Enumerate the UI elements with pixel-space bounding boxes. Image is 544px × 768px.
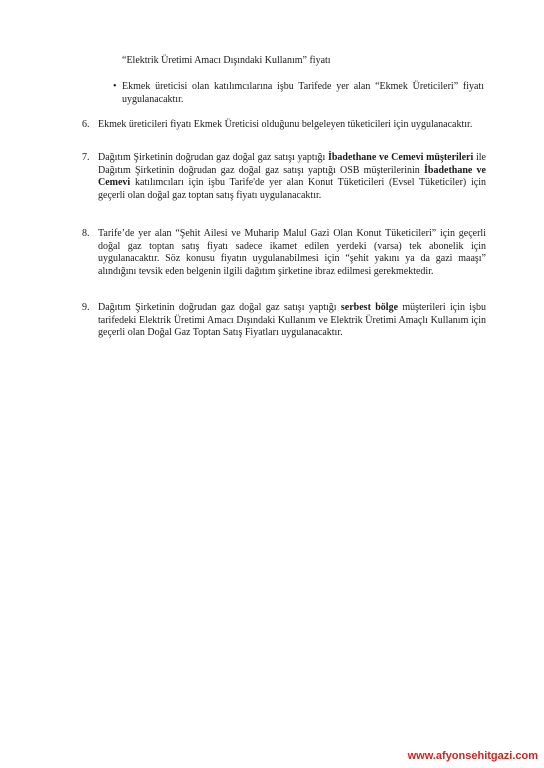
item-text: Dağıtım Şirketinin doğrudan gaz doğal gaz satışı yaptığı İbadethane ve Cemevi müşterileri ile Dağıtım Şirketinin doğrudan gaz doğal gaz satışı yaptığı OSB müşterilerinin İbadethane ve Cemevi katılımcıları için işbu Tarife'de yer alan Konut Tüketicileri (Evsel Tüketiciler) için geçerli olan doğal gaz toptan satış fiyatı uygulanacaktır. <box>98 152 486 201</box>
bullet-mark: • <box>113 81 117 92</box>
bold-term: İbadethane ve Cemevi <box>98 164 486 189</box>
item-text: Dağıtım Şirketinin doğrudan gaz doğal gaz satışı yaptığı serbest bölge müşterileri için işbu tarifedeki Elektrik Üretimi Amacı Dışındaki Kullanım ve Elektrik Üretimi Amaçlı Kullanım için geçerli olan Doğal Gaz Toptan Satış Fiyatları uygulanacaktır. <box>98 302 486 339</box>
item-number: 6. <box>82 119 90 130</box>
item-text: Ekmek üreticileri fiyatı Ekmek Üreticisi olduğunu belgeleyen tüketicileri için uygulanacaktır. <box>98 119 473 130</box>
item-number: 7. <box>82 152 90 163</box>
website-watermark: www.afyonsehitgazi.com <box>407 750 538 762</box>
bullet-text: Ekmek üreticisi olan katılımcılarına işbu Tarifede yer alan “Ekmek Üreticileri” fiyatı uygulanacaktır. <box>122 81 484 105</box>
item-text: Tarife’de yer alan “Şehit Ailesi ve Muharip Malul Gazi Olan Konut Tüketicileri” için geçerli doğal gaz toptan satış fiyatı sadece ikamet edilen yerdeki (varsa) tek abonelik için uygulanacaktır. Söz konusu fiyatın uygulanabilmesi için “şehit yakını ya da gazi maaşı” alındığını tevsik eden belgenin ilgili dağıtım şirketine ibraz edilmesi gerekmektedir. <box>98 228 486 277</box>
bold-term: serbest bölge <box>340 302 399 313</box>
item-number: 8. <box>82 228 90 239</box>
item-number: 9. <box>82 302 90 313</box>
continued-list-line: “Elektrik Üretimi Amacı Dışındaki Kullanım” fiyatı <box>122 55 331 66</box>
bold-term: İbadethane ve Cemevi müşterileri <box>327 152 474 163</box>
